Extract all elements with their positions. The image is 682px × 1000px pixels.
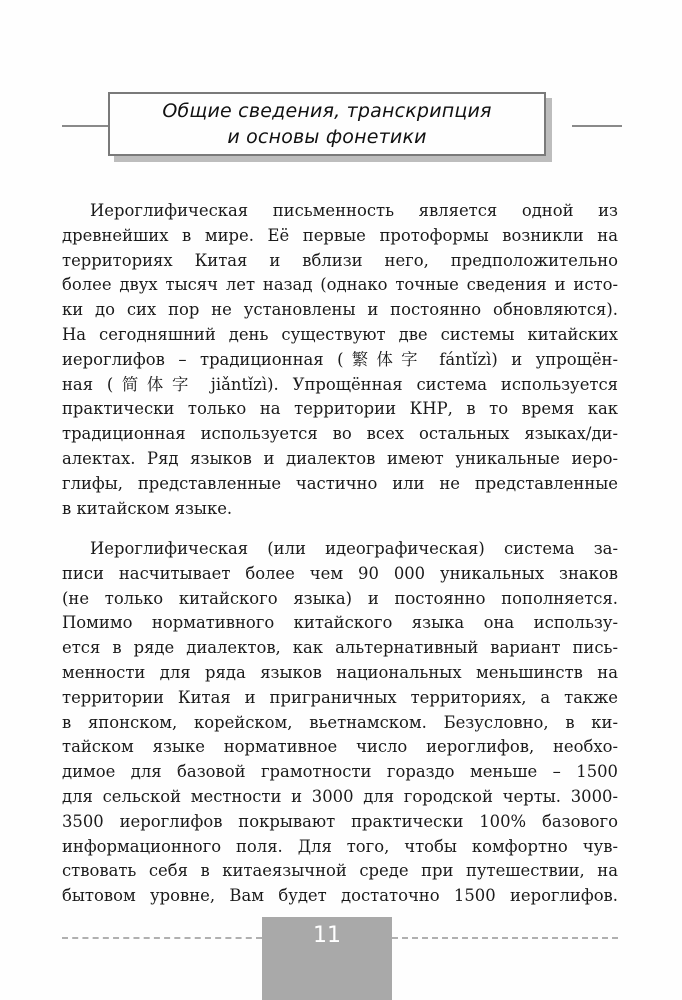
paragraph-2 — [62, 537, 618, 909]
text-line: алектах. Ряд языков и диалектов имеют уникальные иеро- — [62, 448, 618, 468]
text-line: иероглифов – традиционная (繁体字 fántǐzì) и упрощён- — [62, 349, 618, 369]
text-line: в китайском языке. — [62, 498, 233, 518]
text-line: бытовом уровне, Вам будет достаточно 1500 иероглифов. — [62, 886, 618, 906]
page-number: 11 — [313, 923, 341, 948]
text-line: менности для ряда языков национальных меньшинств на — [62, 662, 618, 682]
text-line: для сельской местности и 3000 для городской черты. 3000- — [62, 786, 618, 806]
text-line: ная (简体字 jiǎntǐzì). Упрощённая система используется — [62, 374, 618, 394]
header-rule-right — [572, 125, 622, 127]
text-line: Иероглифическая письменность является одной из — [90, 201, 618, 220]
footer-dashed-rule-right — [392, 937, 618, 939]
chapter-title-box — [108, 92, 546, 156]
text-line: территориях Китая и вблизи него, предположительно — [62, 250, 618, 270]
text-line: более двух тысяч лет назад (однако точные сведения и исто- — [62, 275, 618, 295]
text-line: ется в ряде диалектов, как альтернативный вариант пись- — [62, 638, 618, 658]
text-line: информационного поля. Для того, чтобы комфортно чув- — [62, 836, 618, 856]
text-line: традиционная используется во всех остальных языках/ди- — [62, 424, 618, 444]
text-line: глифы, представленные частично или не представленные — [62, 473, 618, 493]
text-line: территории Китая и приграничных территориях, а также — [62, 687, 618, 707]
text-line: димое для базовой грамотности гораздо меньше – 1500 — [62, 762, 618, 782]
footer-dashed-rule-left — [62, 937, 262, 939]
paragraph-1 — [62, 199, 618, 521]
text-line: На сегодняшний день существуют две системы китайских — [62, 324, 618, 344]
chapter-title-line-2: и основы фонетики — [227, 126, 427, 148]
chapter-title-line-1: Общие сведения, транскрипция — [162, 100, 492, 122]
text-line: тайском языке нормативное число иероглифов, необхо- — [62, 737, 618, 757]
text-line: Иероглифическая (или идеографическая) система за- — [90, 539, 618, 558]
text-line: практически только на территории КНР, в то время как — [62, 399, 618, 419]
header-rule-left — [62, 125, 108, 127]
text-line: ки до сих пор не установлены и постоянно обновляются). — [62, 300, 618, 320]
page-number-tab — [262, 917, 392, 1000]
text-line: писи насчитывает более чем 90 000 уникальных знаков — [62, 563, 618, 583]
text-line: в японском, корейском, вьетнамском. Безусловно, в ки- — [62, 712, 618, 732]
text-line: Помимо нормативного китайского языка она использу- — [62, 613, 618, 633]
text-line: ствовать себя в китаеязычной среде при путешествии, на — [62, 861, 618, 881]
text-line: 3500 иероглифов покрывают практически 100% базового — [62, 811, 618, 831]
text-line: древнейших в мире. Её первые протоформы возникли на — [62, 225, 618, 245]
text-line: (не только китайского языка) и постоянно пополняется. — [62, 588, 618, 608]
